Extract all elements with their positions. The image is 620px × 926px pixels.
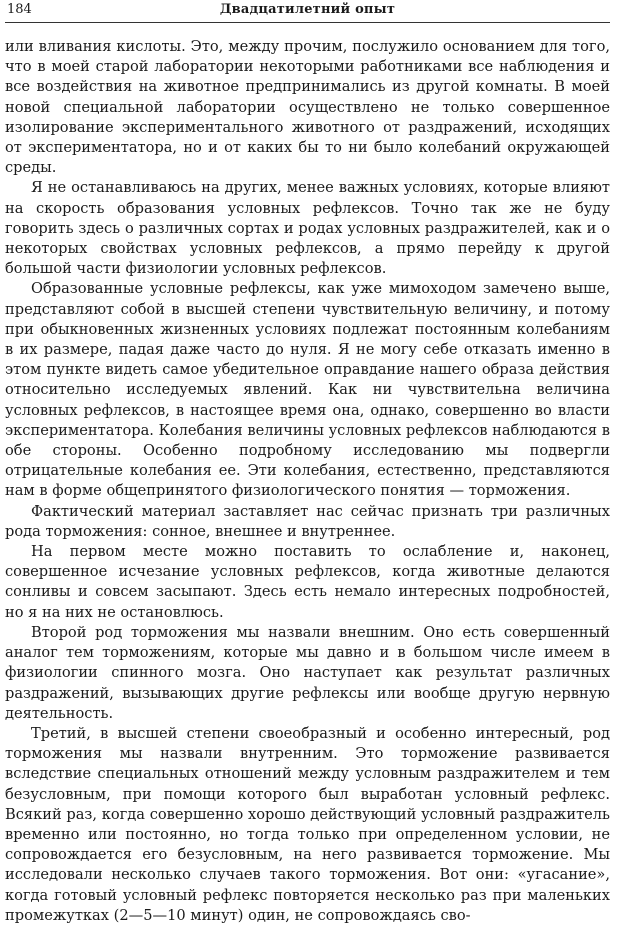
paragraph-7: Третий, в высшей степени своеобразный и особенно интересный, род торможения мы назвали внутренним. Это торможение развивается вследствие специальных отношений между условным раздражителем и тем безусловным, при помощи которого был выработан условный рефлекс. Всякий раз, когда совершенно хорошо действующий условный раздражитель временно или постоянно, но тогда только при определенном условии, не сопровождается его безусловным, на него развивается торможение. Мы исследовали несколько случаев такого торможения. Вот они: «угасание», когда готовый условный рефлекс повторяется несколько раз при маленьких промежутках (2—5—10 минут) один, не сопровождаясь сво- — [5, 724, 610, 924]
page-number: 184 — [7, 2, 32, 17]
paragraph-3: Образованные условные рефлексы, как уже мимоходом замечено выше, представляют собой в высшей степени чувствительную величину, и потому при обыкновенных жизненных условиях подлежат постоянным колебаниям в их размере, падая даже часто до нуля. Я не могу себе отказать именно в этом пункте видеть самое убедительное оправдание нашего образа действия относительно исследуемых явлений. Как ни чувствительна величина условных рефлексов, в настоящее время она, однако, совершенно во власти экспериментатора. Колебания величины условных рефлексов наблюдаются в обе стороны. Особенно подробному исследованию мы подвергли отрицательные колебания ее. Эти колебания, естественно, представляются нам в форме общепринятого физиологического понятия — торможения. — [5, 280, 610, 500]
paragraph-6: Второй род торможения мы назвали внешним. Оно есть совершенный аналог тем торможениям, которые мы давно и в большом числе имеем в физиологии спинного мозга. Оно наступает как результат различных раздражений, вызывающих другие рефлексы или вообще другую нервную деятельность. — [5, 623, 610, 722]
paragraph-1: или вливания кислоты. Это, между прочим, послужило основанием для того, что в моей старой лаборатории некоторыми работниками все наблюдения и все воздействия на животное предпринимались из другой комнаты. В моей новой специальной лаборатории осуществлено не только совершенное изолирование экспериментального животного от раздражений, исходящих от экспериментатора, но и от каких бы то ни было колебаний окружающей среды. — [5, 38, 610, 177]
paragraph-5: На первом месте можно поставить то ослабление и, наконец, совершенное исчезание условных рефлексов, когда животные делаются сонливы и совсем засыпают. Здесь есть немало интересных подробностей, но я на них не остановлюсь. — [5, 543, 610, 621]
paragraph-4: Фактический материал заставляет нас сейчас признать три различных рода торможения: сонное, внешнее и внутреннее. — [5, 502, 610, 540]
page-header — [5, 0, 610, 23]
body-text — [5, 37, 610, 926]
paragraph-2: Я не останавливаюсь на других, менее важных условиях, которые влияют на скорость образования условных рефлексов. Точно так же не буду говорить здесь о различных сортах и родах условных раздражителей, как и о некоторых свойствах условных рефлексов, а прямо перейду к другой большой части физиологии условных рефлексов. — [5, 179, 610, 278]
running-title: Двадцатилетний опыт — [219, 2, 396, 17]
